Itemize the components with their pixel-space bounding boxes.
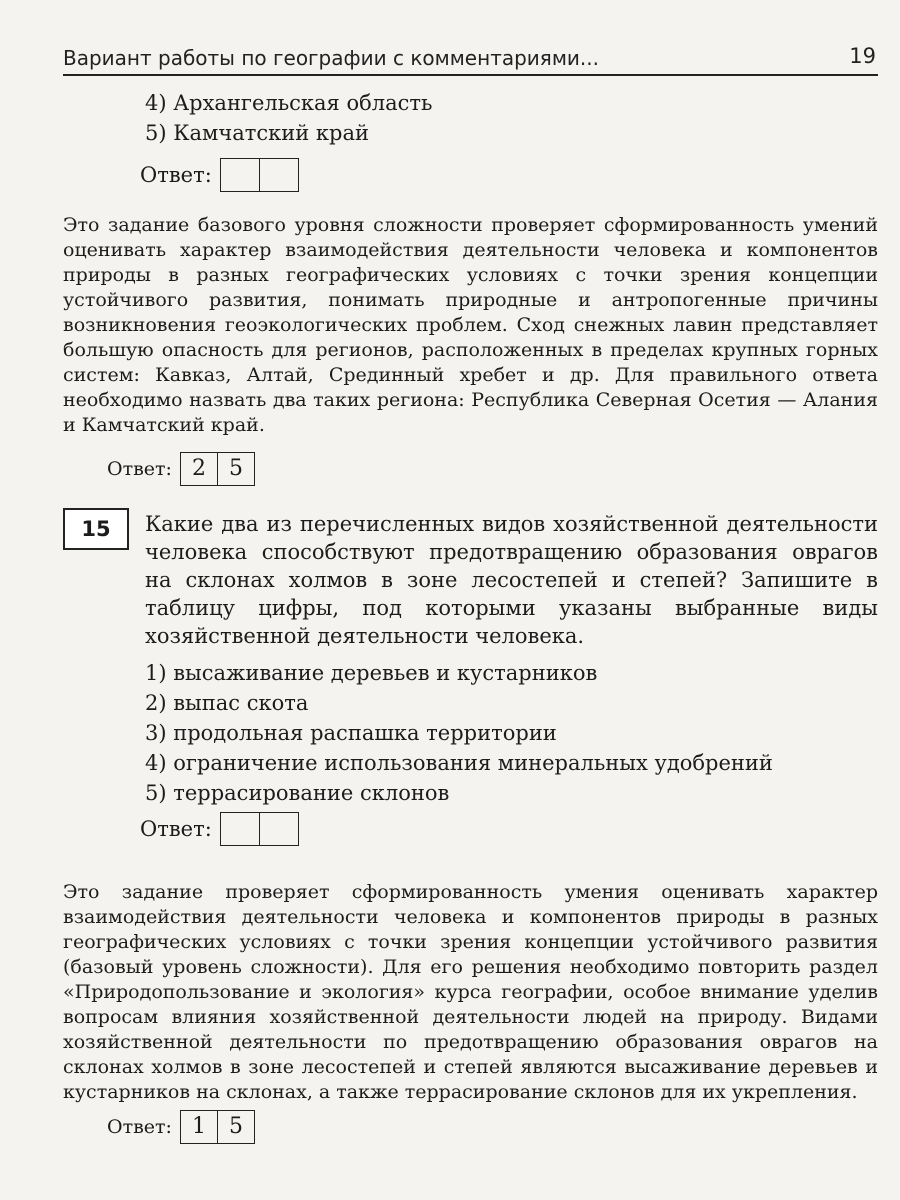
- option-item: 2) выпас скота: [145, 691, 309, 715]
- running-title: Вариант работы по географии с комментариями...: [63, 46, 599, 70]
- answer-cells-empty[interactable]: [220, 158, 299, 192]
- option-item: 4) ограничение использования минеральных удобрений: [145, 751, 773, 775]
- explanation-14-text: Это задание базового уровня сложности проверяет сформированность умений оценивать характер взаимодействия деятельности человека и компонентов природы в разных географических условиях с точки зрения концепции устойчивого развития, понимать природные и антропогенные причины возникновения геоэкологических проблем. Сход снежных лавин представляет большую опасность для регионов, расположенных в пределах крупных горных систем: Кавказ, Алтай, Срединный хребет и др. Для правильного ответа необходимо назвать два таких региона: Республика Северная Осетия — Алания и Камчатский край.: [63, 214, 878, 436]
- answer-label: Ответ:: [107, 458, 172, 480]
- page-header: [63, 40, 878, 76]
- answer-cell[interactable]: [259, 159, 298, 191]
- prev-answer-row: [140, 158, 299, 192]
- option-item: 4) Архангельская область: [145, 91, 433, 115]
- option-item: 3) продольная распашка территории: [145, 721, 557, 745]
- answer-digit: 1: [191, 1114, 206, 1139]
- answer-digit: 2: [191, 456, 206, 481]
- option-item: 5) Камчатский край: [145, 121, 369, 145]
- option-item: 5) террасирование склонов: [145, 781, 450, 805]
- answer-label: Ответ:: [107, 1116, 172, 1138]
- question-number-box: 15: [63, 508, 129, 550]
- answer-cell[interactable]: [259, 813, 298, 845]
- answer-cell[interactable]: [221, 159, 259, 191]
- answer-cell[interactable]: [221, 813, 259, 845]
- answer-label: Ответ:: [140, 163, 212, 187]
- explanation-14-answer: [107, 452, 255, 486]
- option-item: 1) высаживание деревьев и кустарников: [145, 661, 598, 685]
- question-15-text: Какие два из перечисленных видов хозяйственной деятельности человека способствуют предотвращению образования оврагов на склонах холмов в зоне лесостепей и степей? Запишите в таблицу цифры, под которыми указаны выбранные виды хозяйственной деятельности человека.: [145, 512, 878, 648]
- explanation-15-text: Это задание проверяет сформированность умения оценивать характер взаимодействия деятельности человека и компонентов природы в разных географических условиях с точки зрения концепции устойчивого развития (базовый уровень сложности). Для его решения необходимо повторить раздел «Природопользование и экология» курса географии, особое внимание уделив вопросам влияния хозяйственной деятельности людей на природу. Видами хозяйственной деятельности по предотвращению образования оврагов на склонах холмов в зоне лесостепей и степей являются высаживание деревьев и кустарников на склонах, а также террасирование склонов для их укрепления.: [63, 881, 878, 1103]
- answer-cells-empty[interactable]: [220, 812, 299, 846]
- prev-question-options: [145, 88, 432, 148]
- answer-digit: 5: [217, 1111, 254, 1143]
- answer-label: Ответ:: [140, 817, 212, 841]
- question-15-options: [145, 658, 773, 808]
- question-15-answer-row: [140, 812, 299, 846]
- answer-digit: 5: [217, 453, 254, 485]
- page-number: 19: [849, 44, 876, 68]
- explanation-15-answer: [107, 1110, 255, 1144]
- answer-cells: [180, 452, 255, 486]
- answer-cells: [180, 1110, 255, 1144]
